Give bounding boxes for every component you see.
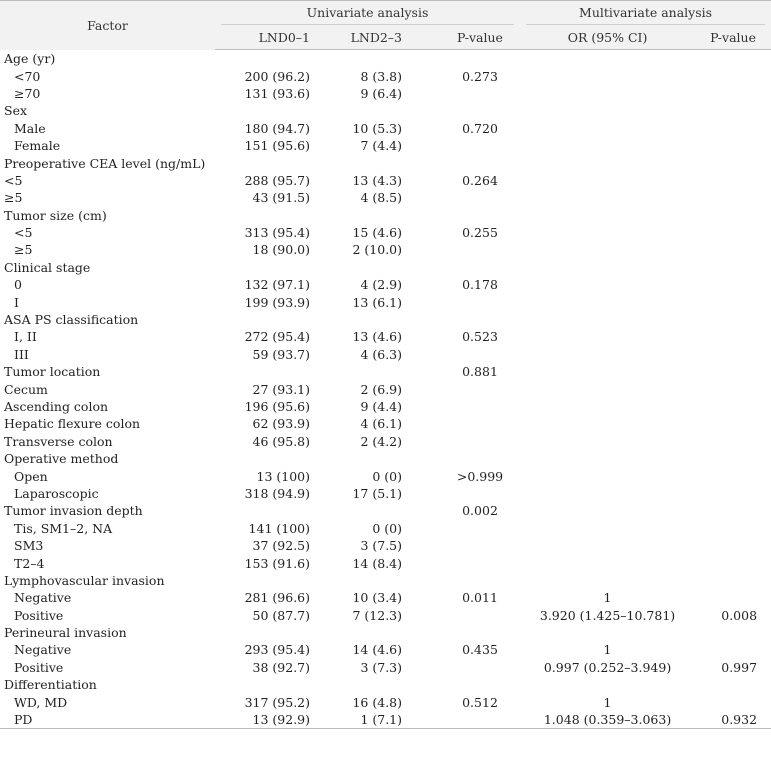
cell-lnd23: 0 (0) bbox=[372, 520, 402, 536]
cell-pvalue bbox=[440, 241, 520, 258]
cell-or bbox=[520, 676, 695, 693]
cell-factor: <5 bbox=[14, 225, 33, 241]
cell-pvalue bbox=[440, 433, 520, 450]
cell-pvalue bbox=[440, 659, 520, 676]
table-row bbox=[0, 624, 771, 641]
cell-multivariate-pvalue bbox=[695, 641, 771, 658]
cell-factor: SM3 bbox=[14, 538, 44, 554]
cell-factor: Tumor size (cm) bbox=[4, 207, 107, 223]
cell-factor: Age (yr) bbox=[4, 50, 56, 66]
cell-pvalue bbox=[440, 293, 520, 310]
cell-multivariate-pvalue bbox=[695, 189, 771, 206]
cell-lnd01: 272 (95.4) bbox=[244, 329, 310, 345]
cell-or bbox=[520, 120, 695, 137]
cell-or bbox=[520, 276, 695, 293]
cell-factor: Tis, SM1–2, NA bbox=[14, 520, 113, 536]
table-row bbox=[0, 293, 771, 310]
header-univariate-label: Univariate analysis bbox=[221, 1, 514, 25]
cell-multivariate-pvalue bbox=[695, 467, 771, 484]
table-row bbox=[0, 659, 771, 676]
cell-or bbox=[520, 380, 695, 397]
cell-lnd23 bbox=[320, 676, 440, 693]
cell-or bbox=[520, 415, 695, 432]
cell-lnd01: 46 (95.8) bbox=[252, 433, 310, 449]
cell-pvalue bbox=[440, 380, 520, 397]
cell-lnd01 bbox=[215, 207, 320, 224]
cell-lnd23: 4 (6.1) bbox=[360, 416, 402, 432]
cell-lnd01: 62 (93.9) bbox=[252, 416, 310, 432]
header-multivariate bbox=[520, 1, 771, 26]
table-row bbox=[0, 537, 771, 554]
header-or: OR (95% CI) bbox=[520, 25, 695, 50]
table-row bbox=[0, 380, 771, 397]
cell-lnd01: 153 (91.6) bbox=[244, 555, 310, 571]
cell-or bbox=[520, 537, 695, 554]
table-row bbox=[0, 224, 771, 241]
cell-lnd01: 132 (97.1) bbox=[244, 277, 310, 293]
cell-pvalue bbox=[440, 346, 520, 363]
cell-factor: <70 bbox=[14, 68, 41, 84]
cell-or: 1 bbox=[603, 642, 612, 658]
cell-factor: <5 bbox=[4, 172, 23, 188]
cell-pvalue bbox=[440, 189, 520, 206]
cell-lnd01 bbox=[215, 363, 320, 380]
table-row bbox=[0, 398, 771, 415]
cell-multivariate-pvalue bbox=[695, 433, 771, 450]
cell-lnd23 bbox=[320, 207, 440, 224]
header-factor: Factor bbox=[0, 1, 215, 50]
cell-multivariate-pvalue bbox=[695, 85, 771, 102]
cell-lnd23: 4 (6.3) bbox=[360, 346, 402, 362]
cell-pvalue: 0.523 bbox=[462, 329, 498, 345]
cell-lnd01: 141 (100) bbox=[248, 520, 310, 536]
cell-lnd01 bbox=[215, 624, 320, 641]
cell-multivariate-pvalue: 0.932 bbox=[695, 711, 771, 729]
table-row bbox=[0, 467, 771, 484]
cell-or: 1 bbox=[603, 590, 612, 606]
cell-multivariate-pvalue bbox=[695, 572, 771, 589]
cell-lnd01: 281 (96.6) bbox=[244, 590, 310, 606]
cell-multivariate-pvalue bbox=[695, 398, 771, 415]
cell-factor: Clinical stage bbox=[4, 259, 91, 275]
cell-lnd23: 8 (3.8) bbox=[360, 68, 402, 84]
cell-lnd23 bbox=[320, 50, 440, 68]
cell-or bbox=[520, 502, 695, 519]
cell-lnd23 bbox=[320, 502, 440, 519]
cell-multivariate-pvalue bbox=[695, 485, 771, 502]
cell-multivariate-pvalue bbox=[695, 293, 771, 310]
cell-factor: Tumor invasion depth bbox=[4, 503, 143, 519]
table-row bbox=[0, 311, 771, 328]
cell-lnd23: 16 (4.8) bbox=[352, 694, 402, 710]
cell-or bbox=[520, 189, 695, 206]
cell-lnd01 bbox=[215, 676, 320, 693]
cell-multivariate-pvalue bbox=[695, 589, 771, 606]
cell-lnd01 bbox=[215, 154, 320, 171]
cell-pvalue: 0.512 bbox=[462, 694, 498, 710]
cell-lnd01: 50 (87.7) bbox=[252, 607, 310, 623]
cell-lnd23 bbox=[320, 363, 440, 380]
table-row bbox=[0, 693, 771, 710]
cell-lnd23: 4 (2.9) bbox=[360, 277, 402, 293]
cell-pvalue bbox=[440, 572, 520, 589]
cell-pvalue bbox=[440, 398, 520, 415]
table-header bbox=[0, 1, 771, 50]
cell-pvalue bbox=[440, 554, 520, 571]
cell-multivariate-pvalue bbox=[695, 520, 771, 537]
cell-lnd01: 293 (95.4) bbox=[244, 642, 310, 658]
cell-lnd01 bbox=[215, 450, 320, 467]
cell-factor: ASA PS classification bbox=[4, 312, 139, 328]
cell-or bbox=[520, 207, 695, 224]
cell-multivariate-pvalue bbox=[695, 502, 771, 519]
cell-pvalue: 0.435 bbox=[462, 642, 498, 658]
header-univariate bbox=[215, 1, 520, 26]
table-row bbox=[0, 450, 771, 467]
cell-pvalue bbox=[440, 607, 520, 624]
cell-pvalue bbox=[440, 485, 520, 502]
cell-factor: 0 bbox=[14, 277, 22, 293]
cell-factor: ≥5 bbox=[14, 242, 33, 258]
cell-pvalue bbox=[440, 207, 520, 224]
table-body bbox=[0, 50, 771, 729]
cell-pvalue bbox=[440, 624, 520, 641]
cell-factor: Preoperative CEA level (ng/mL) bbox=[4, 155, 206, 171]
cell-multivariate-pvalue bbox=[695, 311, 771, 328]
cell-pvalue bbox=[440, 520, 520, 537]
cell-lnd01: 288 (95.7) bbox=[244, 172, 310, 188]
cell-lnd23: 2 (4.2) bbox=[360, 433, 402, 449]
cell-lnd23: 7 (12.3) bbox=[352, 607, 402, 623]
cell-factor: Negative bbox=[14, 590, 72, 606]
cell-lnd23: 9 (4.4) bbox=[360, 399, 402, 414]
cell-or bbox=[520, 363, 695, 380]
cell-pvalue: 0.011 bbox=[462, 590, 498, 606]
cell-factor: Laparoscopic bbox=[14, 485, 99, 501]
cell-or: 3.920 (1.425–10.781) bbox=[539, 607, 676, 623]
cell-lnd01: 180 (94.7) bbox=[244, 120, 310, 136]
cell-factor: Negative bbox=[14, 642, 72, 658]
cell-factor: Sex bbox=[4, 103, 28, 119]
cell-lnd23: 10 (5.3) bbox=[352, 120, 402, 136]
cell-lnd01: 151 (95.6) bbox=[244, 138, 310, 154]
cell-factor: Positive bbox=[14, 659, 64, 675]
cell-or bbox=[520, 102, 695, 119]
cell-multivariate-pvalue bbox=[695, 415, 771, 432]
cell-lnd23: 14 (8.4) bbox=[352, 555, 402, 571]
cell-multivariate-pvalue bbox=[695, 380, 771, 397]
cell-or bbox=[520, 346, 695, 363]
table-row bbox=[0, 433, 771, 450]
cell-or: 1.048 (0.359–3.063) bbox=[520, 711, 695, 729]
cell-factor: Cecum bbox=[4, 381, 48, 397]
table-row bbox=[0, 241, 771, 258]
cell-multivariate-pvalue bbox=[695, 137, 771, 154]
cell-lnd23: 10 (3.4) bbox=[352, 590, 402, 606]
cell-pvalue: 0.178 bbox=[462, 277, 498, 293]
table-row bbox=[0, 154, 771, 171]
cell-lnd23: 0 (0) bbox=[372, 468, 402, 484]
cell-multivariate-pvalue bbox=[695, 67, 771, 84]
cell-factor: Ascending colon bbox=[4, 399, 109, 414]
cell-lnd23 bbox=[320, 259, 440, 276]
header-multivariate-label: Multivariate analysis bbox=[526, 1, 765, 25]
table-row bbox=[0, 589, 771, 606]
cell-multivariate-pvalue bbox=[695, 676, 771, 693]
table-row bbox=[0, 641, 771, 658]
header-multivariate-pvalue: P-value bbox=[695, 25, 771, 50]
table-row bbox=[0, 485, 771, 502]
table-row bbox=[0, 520, 771, 537]
cell-multivariate-pvalue bbox=[695, 50, 771, 68]
table-row bbox=[0, 137, 771, 154]
cell-lnd23: 13 (6.1) bbox=[352, 294, 402, 310]
cell-pvalue: 0.002 bbox=[462, 503, 498, 519]
cell-factor: WD, MD bbox=[14, 694, 68, 710]
cell-multivariate-pvalue: 0.008 bbox=[721, 607, 758, 623]
cell-factor: Open bbox=[14, 468, 48, 484]
cell-or bbox=[520, 328, 695, 345]
cell-lnd01: 317 (95.2) bbox=[244, 694, 310, 710]
cell-factor: Operative method bbox=[4, 451, 119, 467]
cell-factor: Male bbox=[14, 120, 46, 136]
cell-lnd23 bbox=[320, 450, 440, 467]
cell-multivariate-pvalue bbox=[695, 693, 771, 710]
cell-factor: PD bbox=[0, 711, 215, 729]
cell-or bbox=[520, 311, 695, 328]
cell-lnd23: 2 (10.0) bbox=[352, 242, 402, 258]
cell-multivariate-pvalue bbox=[695, 172, 771, 189]
cell-pvalue: 0.720 bbox=[462, 120, 498, 136]
cell-or bbox=[520, 85, 695, 102]
cell-lnd23: 3 (7.5) bbox=[360, 538, 402, 554]
cell-lnd01: 199 (93.9) bbox=[244, 294, 310, 310]
cell-pvalue: 0.273 bbox=[462, 68, 498, 84]
cell-factor: Lymphovascular invasion bbox=[4, 572, 165, 588]
cell-or bbox=[520, 172, 695, 189]
cell-lnd23: 3 (7.3) bbox=[360, 659, 402, 675]
table-row bbox=[0, 607, 771, 624]
cell-pvalue bbox=[440, 154, 520, 171]
cell-or bbox=[520, 520, 695, 537]
cell-multivariate-pvalue bbox=[695, 241, 771, 258]
cell-multivariate-pvalue bbox=[695, 346, 771, 363]
cell-factor: Differentiation bbox=[4, 677, 97, 693]
cell-lnd23: 1 (7.1) bbox=[320, 711, 440, 729]
cell-lnd01: 18 (90.0) bbox=[252, 242, 310, 258]
table-row bbox=[0, 85, 771, 102]
cell-multivariate-pvalue bbox=[695, 554, 771, 571]
cell-lnd01 bbox=[215, 572, 320, 589]
cell-or bbox=[520, 241, 695, 258]
cell-multivariate-pvalue bbox=[695, 154, 771, 171]
header-pvalue: P-value bbox=[440, 25, 520, 50]
cell-lnd01: 27 (93.1) bbox=[252, 381, 310, 397]
cell-lnd23: 2 (6.9) bbox=[360, 381, 402, 397]
cell-lnd23 bbox=[320, 102, 440, 119]
table-row bbox=[0, 572, 771, 589]
cell-factor: ≥5 bbox=[4, 190, 23, 206]
cell-multivariate-pvalue bbox=[695, 259, 771, 276]
cell-lnd23 bbox=[320, 624, 440, 641]
cell-lnd01 bbox=[215, 102, 320, 119]
cell-lnd01: 13 (100) bbox=[256, 468, 310, 484]
cell-lnd01: 37 (92.5) bbox=[252, 538, 310, 554]
cell-factor: I, II bbox=[14, 329, 37, 345]
table-row bbox=[0, 415, 771, 432]
cell-multivariate-pvalue bbox=[695, 120, 771, 137]
cell-pvalue bbox=[440, 102, 520, 119]
cell-multivariate-pvalue bbox=[695, 276, 771, 293]
cell-pvalue: >0.999 bbox=[456, 468, 504, 484]
cell-lnd23: 14 (4.6) bbox=[352, 642, 402, 658]
table-row bbox=[0, 554, 771, 571]
cell-pvalue bbox=[440, 259, 520, 276]
table-row bbox=[0, 189, 771, 206]
cell-or bbox=[520, 433, 695, 450]
cell-lnd01: 200 (96.2) bbox=[244, 68, 310, 84]
cell-lnd23 bbox=[320, 154, 440, 171]
table-row bbox=[0, 259, 771, 276]
header-lnd23: LND2–3 bbox=[320, 25, 440, 50]
cell-lnd01: 318 (94.9) bbox=[244, 485, 310, 501]
cell-or bbox=[520, 293, 695, 310]
table-row bbox=[0, 363, 771, 380]
cell-factor: T2–4 bbox=[14, 555, 45, 571]
cell-lnd01: 196 (95.6) bbox=[244, 399, 310, 414]
cell-pvalue bbox=[440, 676, 520, 693]
table-row bbox=[0, 328, 771, 345]
cell-factor: ≥70 bbox=[14, 85, 41, 101]
table-row bbox=[0, 67, 771, 84]
cell-lnd01: 59 (93.7) bbox=[252, 346, 310, 362]
cell-lnd01 bbox=[215, 259, 320, 276]
cell-or: 1 bbox=[603, 694, 612, 710]
cell-lnd23: 4 (8.5) bbox=[360, 190, 402, 206]
cell-multivariate-pvalue bbox=[695, 207, 771, 224]
cell-or bbox=[520, 398, 695, 415]
cell-lnd01: 131 (93.6) bbox=[244, 85, 310, 101]
cell-factor: Positive bbox=[14, 607, 64, 623]
table-row bbox=[0, 207, 771, 224]
cell-multivariate-pvalue bbox=[695, 363, 771, 380]
cell-multivariate-pvalue: 0.997 bbox=[721, 659, 758, 675]
table-row bbox=[0, 676, 771, 693]
table-row bbox=[0, 172, 771, 189]
cell-or bbox=[520, 554, 695, 571]
cell-or bbox=[520, 467, 695, 484]
cell-factor: I bbox=[14, 294, 19, 310]
cell-pvalue: 0.881 bbox=[462, 364, 498, 380]
cell-lnd01 bbox=[215, 502, 320, 519]
table-row bbox=[0, 120, 771, 137]
table-row bbox=[0, 102, 771, 119]
cell-lnd01 bbox=[215, 50, 320, 68]
cell-lnd23: 7 (4.4) bbox=[360, 138, 402, 154]
cell-or bbox=[520, 224, 695, 241]
cell-or bbox=[520, 50, 695, 68]
cell-lnd01: 43 (91.5) bbox=[252, 190, 310, 206]
cell-lnd23: 17 (5.1) bbox=[352, 485, 402, 501]
table-row bbox=[0, 711, 771, 729]
cell-lnd23: 13 (4.6) bbox=[352, 329, 402, 345]
cell-pvalue bbox=[440, 85, 520, 102]
cell-multivariate-pvalue bbox=[695, 328, 771, 345]
cell-or bbox=[520, 485, 695, 502]
cell-multivariate-pvalue bbox=[695, 450, 771, 467]
cell-or bbox=[520, 259, 695, 276]
cell-pvalue: 0.255 bbox=[462, 225, 498, 241]
cell-or bbox=[520, 572, 695, 589]
table-row bbox=[0, 50, 771, 68]
cell-or: 0.997 (0.252–3.949) bbox=[543, 659, 672, 675]
cell-or bbox=[520, 450, 695, 467]
cell-pvalue bbox=[440, 537, 520, 554]
cell-pvalue bbox=[440, 311, 520, 328]
cell-factor: Hepatic flexure colon bbox=[4, 416, 141, 432]
cell-or bbox=[520, 154, 695, 171]
header-lnd01: LND0–1 bbox=[215, 25, 320, 50]
cell-multivariate-pvalue bbox=[695, 624, 771, 641]
cell-lnd23 bbox=[320, 572, 440, 589]
cell-pvalue bbox=[440, 50, 520, 68]
cell-or bbox=[520, 137, 695, 154]
cell-lnd23: 9 (6.4) bbox=[360, 85, 402, 101]
table-row bbox=[0, 276, 771, 293]
cell-lnd01: 38 (92.7) bbox=[252, 659, 310, 675]
cell-lnd01 bbox=[215, 311, 320, 328]
cell-multivariate-pvalue bbox=[695, 224, 771, 241]
cell-factor: Transverse colon bbox=[4, 433, 113, 449]
cell-factor: III bbox=[14, 346, 29, 362]
cell-pvalue bbox=[440, 711, 520, 729]
cell-pvalue bbox=[440, 137, 520, 154]
cell-pvalue bbox=[440, 415, 520, 432]
table-row bbox=[0, 502, 771, 519]
cell-multivariate-pvalue bbox=[695, 537, 771, 554]
cell-multivariate-pvalue bbox=[695, 102, 771, 119]
cell-or bbox=[520, 67, 695, 84]
cell-pvalue bbox=[440, 450, 520, 467]
table-row bbox=[0, 346, 771, 363]
cell-pvalue: 0.264 bbox=[462, 172, 498, 188]
cell-factor: Tumor location bbox=[4, 364, 101, 380]
cell-factor: Perineural invasion bbox=[4, 625, 127, 641]
cell-lnd23: 15 (4.6) bbox=[352, 225, 402, 241]
cell-lnd23 bbox=[320, 311, 440, 328]
cell-factor: Female bbox=[14, 138, 61, 154]
cell-lnd01: 313 (95.4) bbox=[244, 225, 310, 241]
cell-lnd23: 13 (4.3) bbox=[352, 172, 402, 188]
cell-lnd01: 13 (92.9) bbox=[215, 711, 320, 729]
cell-or bbox=[520, 624, 695, 641]
